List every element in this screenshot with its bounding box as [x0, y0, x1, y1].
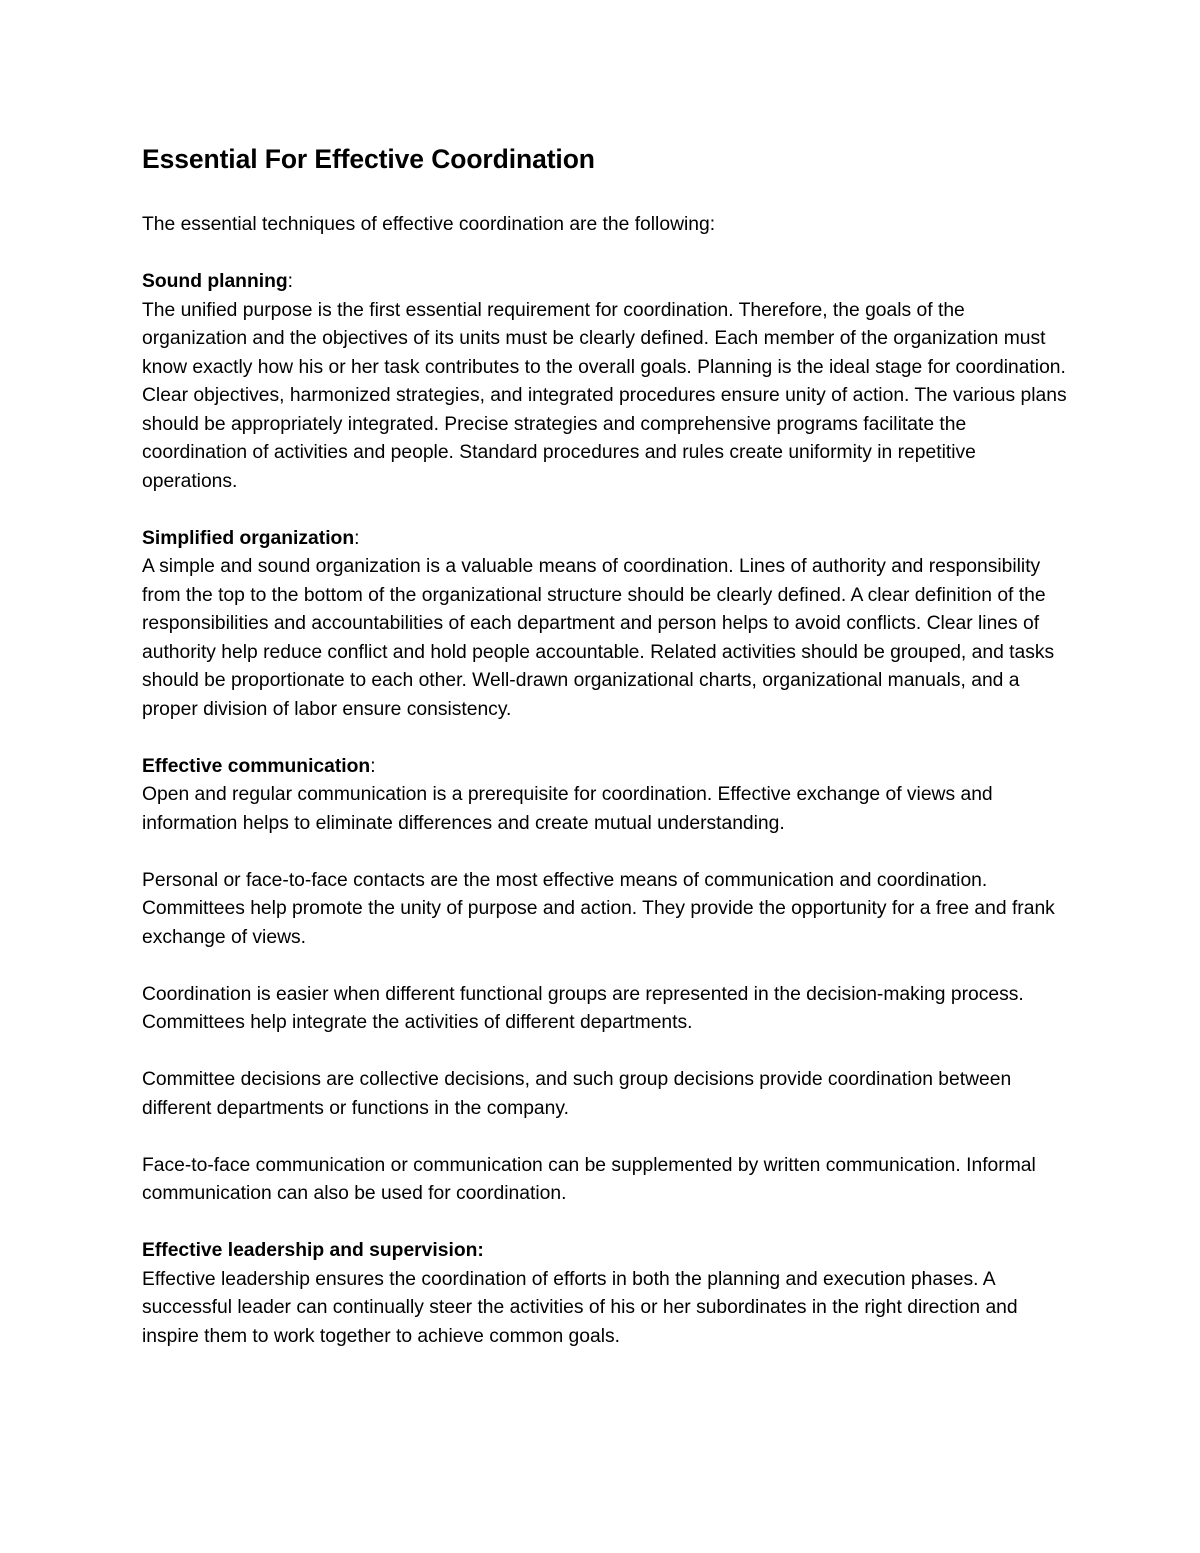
document-title: Essential For Effective Coordination: [142, 144, 595, 174]
section-heading: [142, 268, 1072, 297]
section-heading-text: Effective communication: [142, 755, 371, 777]
section-heading-text: Effective leadership and supervision:: [142, 1240, 484, 1261]
document-page: [142, 140, 1072, 1351]
intro-paragraph: The essential techniques of effective coordination are the following:: [142, 214, 716, 235]
section-paragraph: A simple and sound organization is a valuable means of coordination. Lines of authority and responsibility from the top to the bottom of the organizational structure should be clearly defined. A clear definition of the responsibilities and accountabilities of each department and person helps to avoid conflicts. Clear lines of authority help reduce conflict and hold people accountable. Related activities should be grouped, and tasks should be proportionate to each other. Well-drawn organizational charts, organizational manuals, and a proper division of labor ensure consistency.: [142, 556, 1055, 720]
section-heading: [142, 753, 1072, 782]
section-paragraph: Open and regular communication is a prerequisite for coordination. Effective exchange of views and information helps to eliminate differences and create mutual understanding.: [142, 784, 993, 834]
section-effective-communication: [142, 753, 1072, 1209]
section-paragraph: Effective leadership ensures the coordination of efforts in both the planning and execution phases. A successful leader can continually steer the activities of his or her subordinates in the right direction and inspire them to work together to achieve common goals.: [142, 1268, 1018, 1347]
section-simplified-organization: [142, 525, 1072, 725]
section-paragraph: Personal or face-to-face contacts are the most effective means of communication and coordination. Committees help promote the unity of purpose and action. They provide the opportunity for a free and frank exchange of views.: [142, 869, 1055, 948]
section-paragraph: Coordination is easier when different functional groups are represented in the decision-making process. Committees help integrate the activities of different departments.: [142, 983, 1024, 1033]
section-paragraph: Face-to-face communication or communication can be supplemented by written communication. Informal communication can also be used for coordination.: [142, 1154, 1036, 1204]
section-heading: [142, 1237, 1072, 1266]
section-heading-text: Sound planning: [142, 271, 288, 292]
section-paragraph: Committee decisions are collective decisions, and such group decisions provide coordination between different departments or functions in the company.: [142, 1069, 1012, 1119]
section-sound-planning: [142, 268, 1072, 496]
section-heading-colon: :: [354, 527, 360, 549]
section-heading-colon: :: [370, 755, 376, 777]
section-effective-leadership: [142, 1237, 1072, 1351]
section-heading-text: Simplified organization: [142, 527, 355, 549]
section-heading: [142, 525, 1072, 554]
section-heading-colon: :: [287, 271, 294, 292]
section-paragraph: The unified purpose is the first essential requirement for coordination. Therefore, the goals of the organization and the objectives of its units must be clearly defined. Each member of the organization must know exactly how his or her task contributes to the overall goals. Planning is the ideal stage for coordination. Clear objectives, harmonized strategies, and integrated procedures ensure unity of action. The various plans should be appropriately integrated. Precise strategies and comprehensive programs facilitate the coordination of activities and people. Standard procedures and rules create uniformity in repetitive operations.: [142, 299, 1067, 492]
